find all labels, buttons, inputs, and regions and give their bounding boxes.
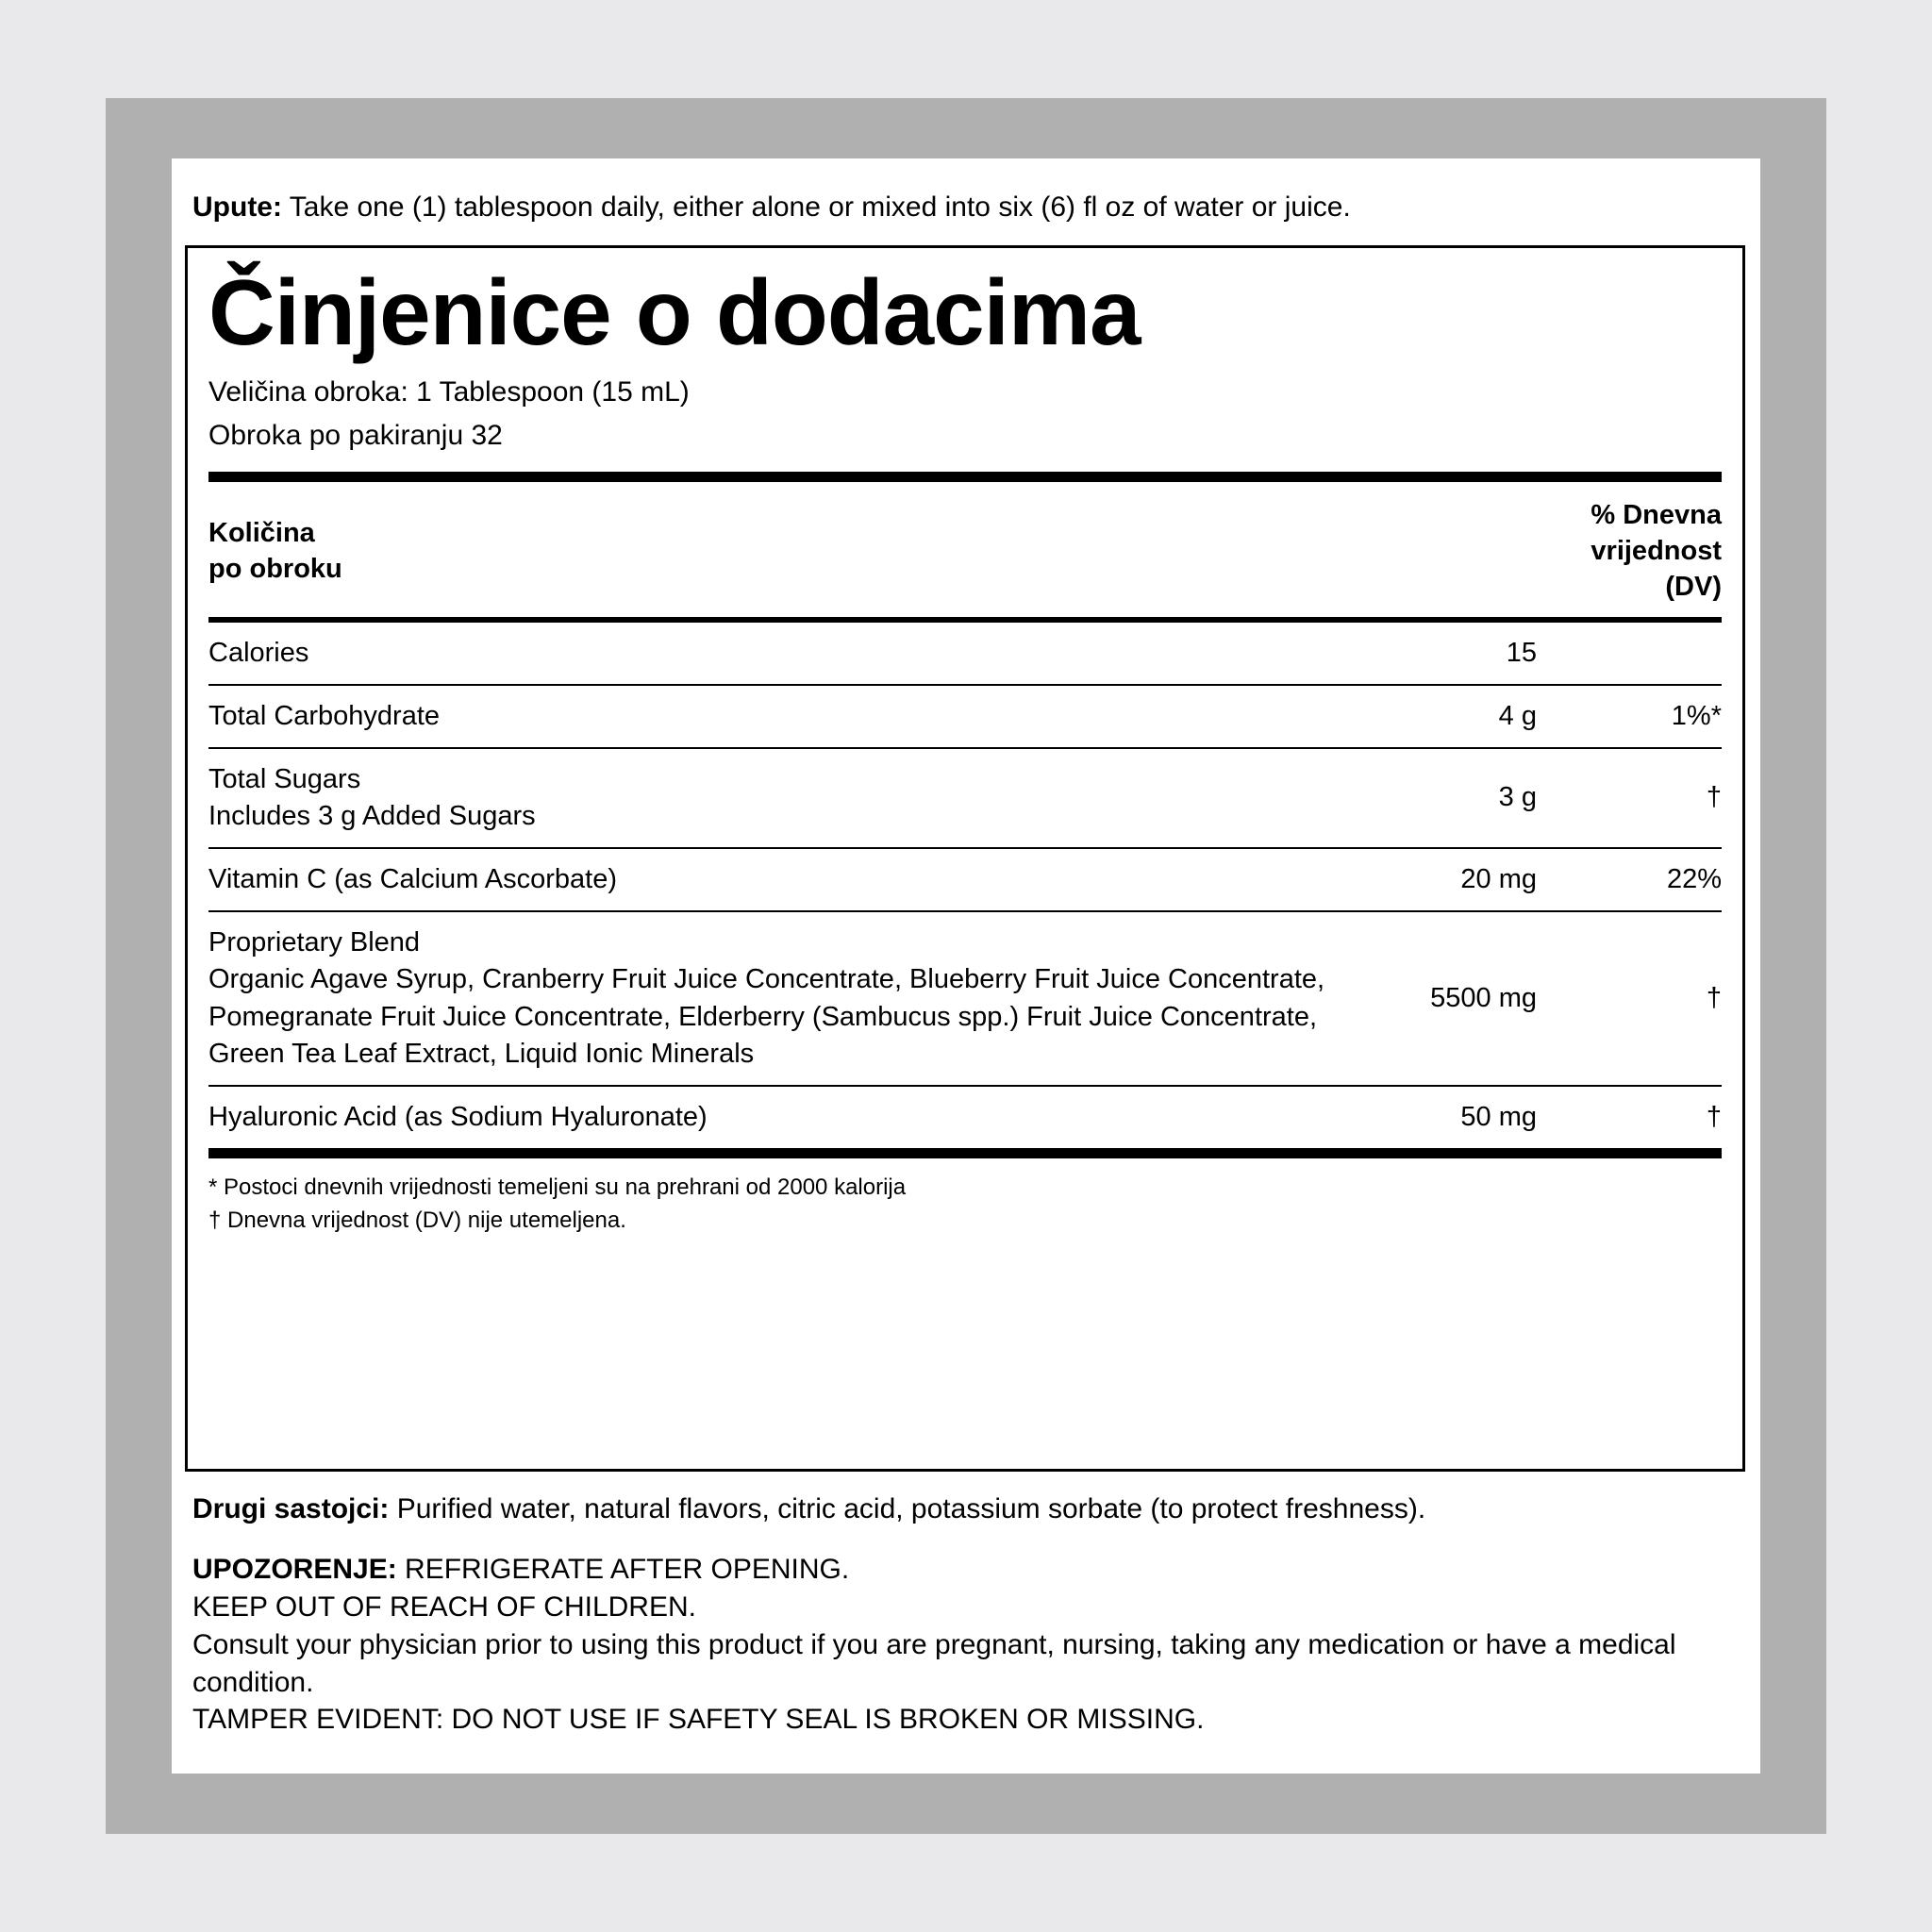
bottom-text-block <box>192 1491 1740 1739</box>
nutrient-dv <box>1561 623 1722 684</box>
nutrient-name: Vitamin C (as Calcium Ascorbate) <box>208 864 618 895</box>
warning-text: REFRIGERATE AFTER OPENING. <box>396 1553 850 1585</box>
other-ingredients <box>192 1491 1740 1528</box>
nutrient-amount: 20 mg <box>1460 864 1537 895</box>
serving-size: Veličina obroka: 1 Tablespoon (15 mL) <box>208 375 690 408</box>
nutrient-amount: 4 g <box>1498 700 1537 731</box>
other-ingredients-label: Drugi sastojci: <box>192 1493 390 1524</box>
nutrition-table <box>208 482 1722 1158</box>
nutrient-dv: 1%* <box>1671 700 1722 731</box>
consult-physician-line: Consult your physician prior to using this product if you are pregnant, nursing, taking any medication or have a medical condition. <box>192 1628 1676 1698</box>
header-dv-line1: % Dnevna <box>1591 499 1722 530</box>
directions-label: Upute: <box>192 192 282 223</box>
header-spacer-cell <box>1325 482 1561 617</box>
table-row <box>208 623 1722 684</box>
table-row <box>208 686 1722 747</box>
servings-per-container: Obroka po pakiranju 32 <box>208 420 503 452</box>
nutrient-subname: Organic Agave Syrup, Cranberry Fruit Juice Concentrate, Blueberry Fruit Juice Concentrate, Pomegranate Fruit Juice Concentrate, Elderberry (Sambucus spp.) Fruit Juice Concentrate, Green Tea Leaf Extract, Liquid Ionic Minerals <box>208 964 1325 1069</box>
divider-row <box>208 1148 1722 1158</box>
nutrient-name: Hyaluronic Acid (as Sodium Hyaluronate) <box>208 1101 708 1132</box>
table-header-row <box>208 482 1722 617</box>
directions-line <box>192 189 1740 225</box>
table-row <box>208 749 1722 847</box>
header-dv-line2: vrijednost <box>1591 536 1722 567</box>
supplement-facts-box <box>185 245 1745 1472</box>
page-title: Činjenice o dodacima <box>208 260 1141 364</box>
header-amount-line2: po obroku <box>208 554 342 585</box>
nutrient-name: Calories <box>208 637 309 668</box>
nutrient-dv: † <box>1706 782 1722 813</box>
nutrient-name-group <box>208 912 1325 1085</box>
header-amount-line1: Količina <box>208 517 315 548</box>
footnotes <box>208 1172 1722 1238</box>
nutrient-name: Total Carbohydrate <box>208 700 441 731</box>
nutrient-name: Total Sugars <box>208 763 361 794</box>
directions-text: Take one (1) tablespoon daily, either alone or mixed into six (6) fl oz of water or juice. <box>281 192 1351 223</box>
nutrient-dv: † <box>1706 982 1722 1013</box>
footnote-daily-value: * Postoci dnevnih vrijednosti temeljeni su na prehrani od 2000 kalorija <box>208 1174 907 1200</box>
nutrient-amount: 3 g <box>1498 782 1537 813</box>
warning-line <box>192 1551 1740 1589</box>
keep-out-of-reach-line: KEEP OUT OF REACH OF CHILDREN. <box>192 1591 696 1623</box>
table-row <box>208 849 1722 910</box>
header-amount-cell <box>208 482 1325 617</box>
label-outer-frame <box>106 98 1826 1834</box>
nutrient-amount: 50 mg <box>1460 1101 1537 1132</box>
header-dv-cell <box>1561 482 1722 617</box>
nutrient-name: Proprietary Blend <box>208 927 421 958</box>
nutrient-dv: † <box>1706 1101 1722 1132</box>
tamper-evident-line: TAMPER EVIDENT: DO NOT USE IF SAFETY SEAL IS BROKEN OR MISSING. <box>192 1704 1205 1736</box>
warning-label: UPOZORENJE: <box>192 1553 397 1585</box>
nutrient-amount: 5500 mg <box>1430 982 1537 1013</box>
nutrient-name-group <box>208 749 1325 847</box>
header-dv-line3: (DV) <box>1665 572 1722 603</box>
divider-thick-top <box>208 472 1722 482</box>
nutrient-dv: 22% <box>1666 864 1722 895</box>
supplement-label-panel <box>172 158 1760 1774</box>
footnote-dagger: † Dnevna vrijednost (DV) nije utemeljena. <box>208 1207 626 1233</box>
table-row <box>208 912 1722 1085</box>
nutrient-subname: Includes 3 g Added Sugars <box>208 800 536 831</box>
nutrient-amount: 15 <box>1506 637 1537 668</box>
table-row <box>208 1087 1722 1148</box>
other-ingredients-text: Purified water, natural flavors, citric acid, potassium sorbate (to protect freshness). <box>389 1493 1426 1524</box>
